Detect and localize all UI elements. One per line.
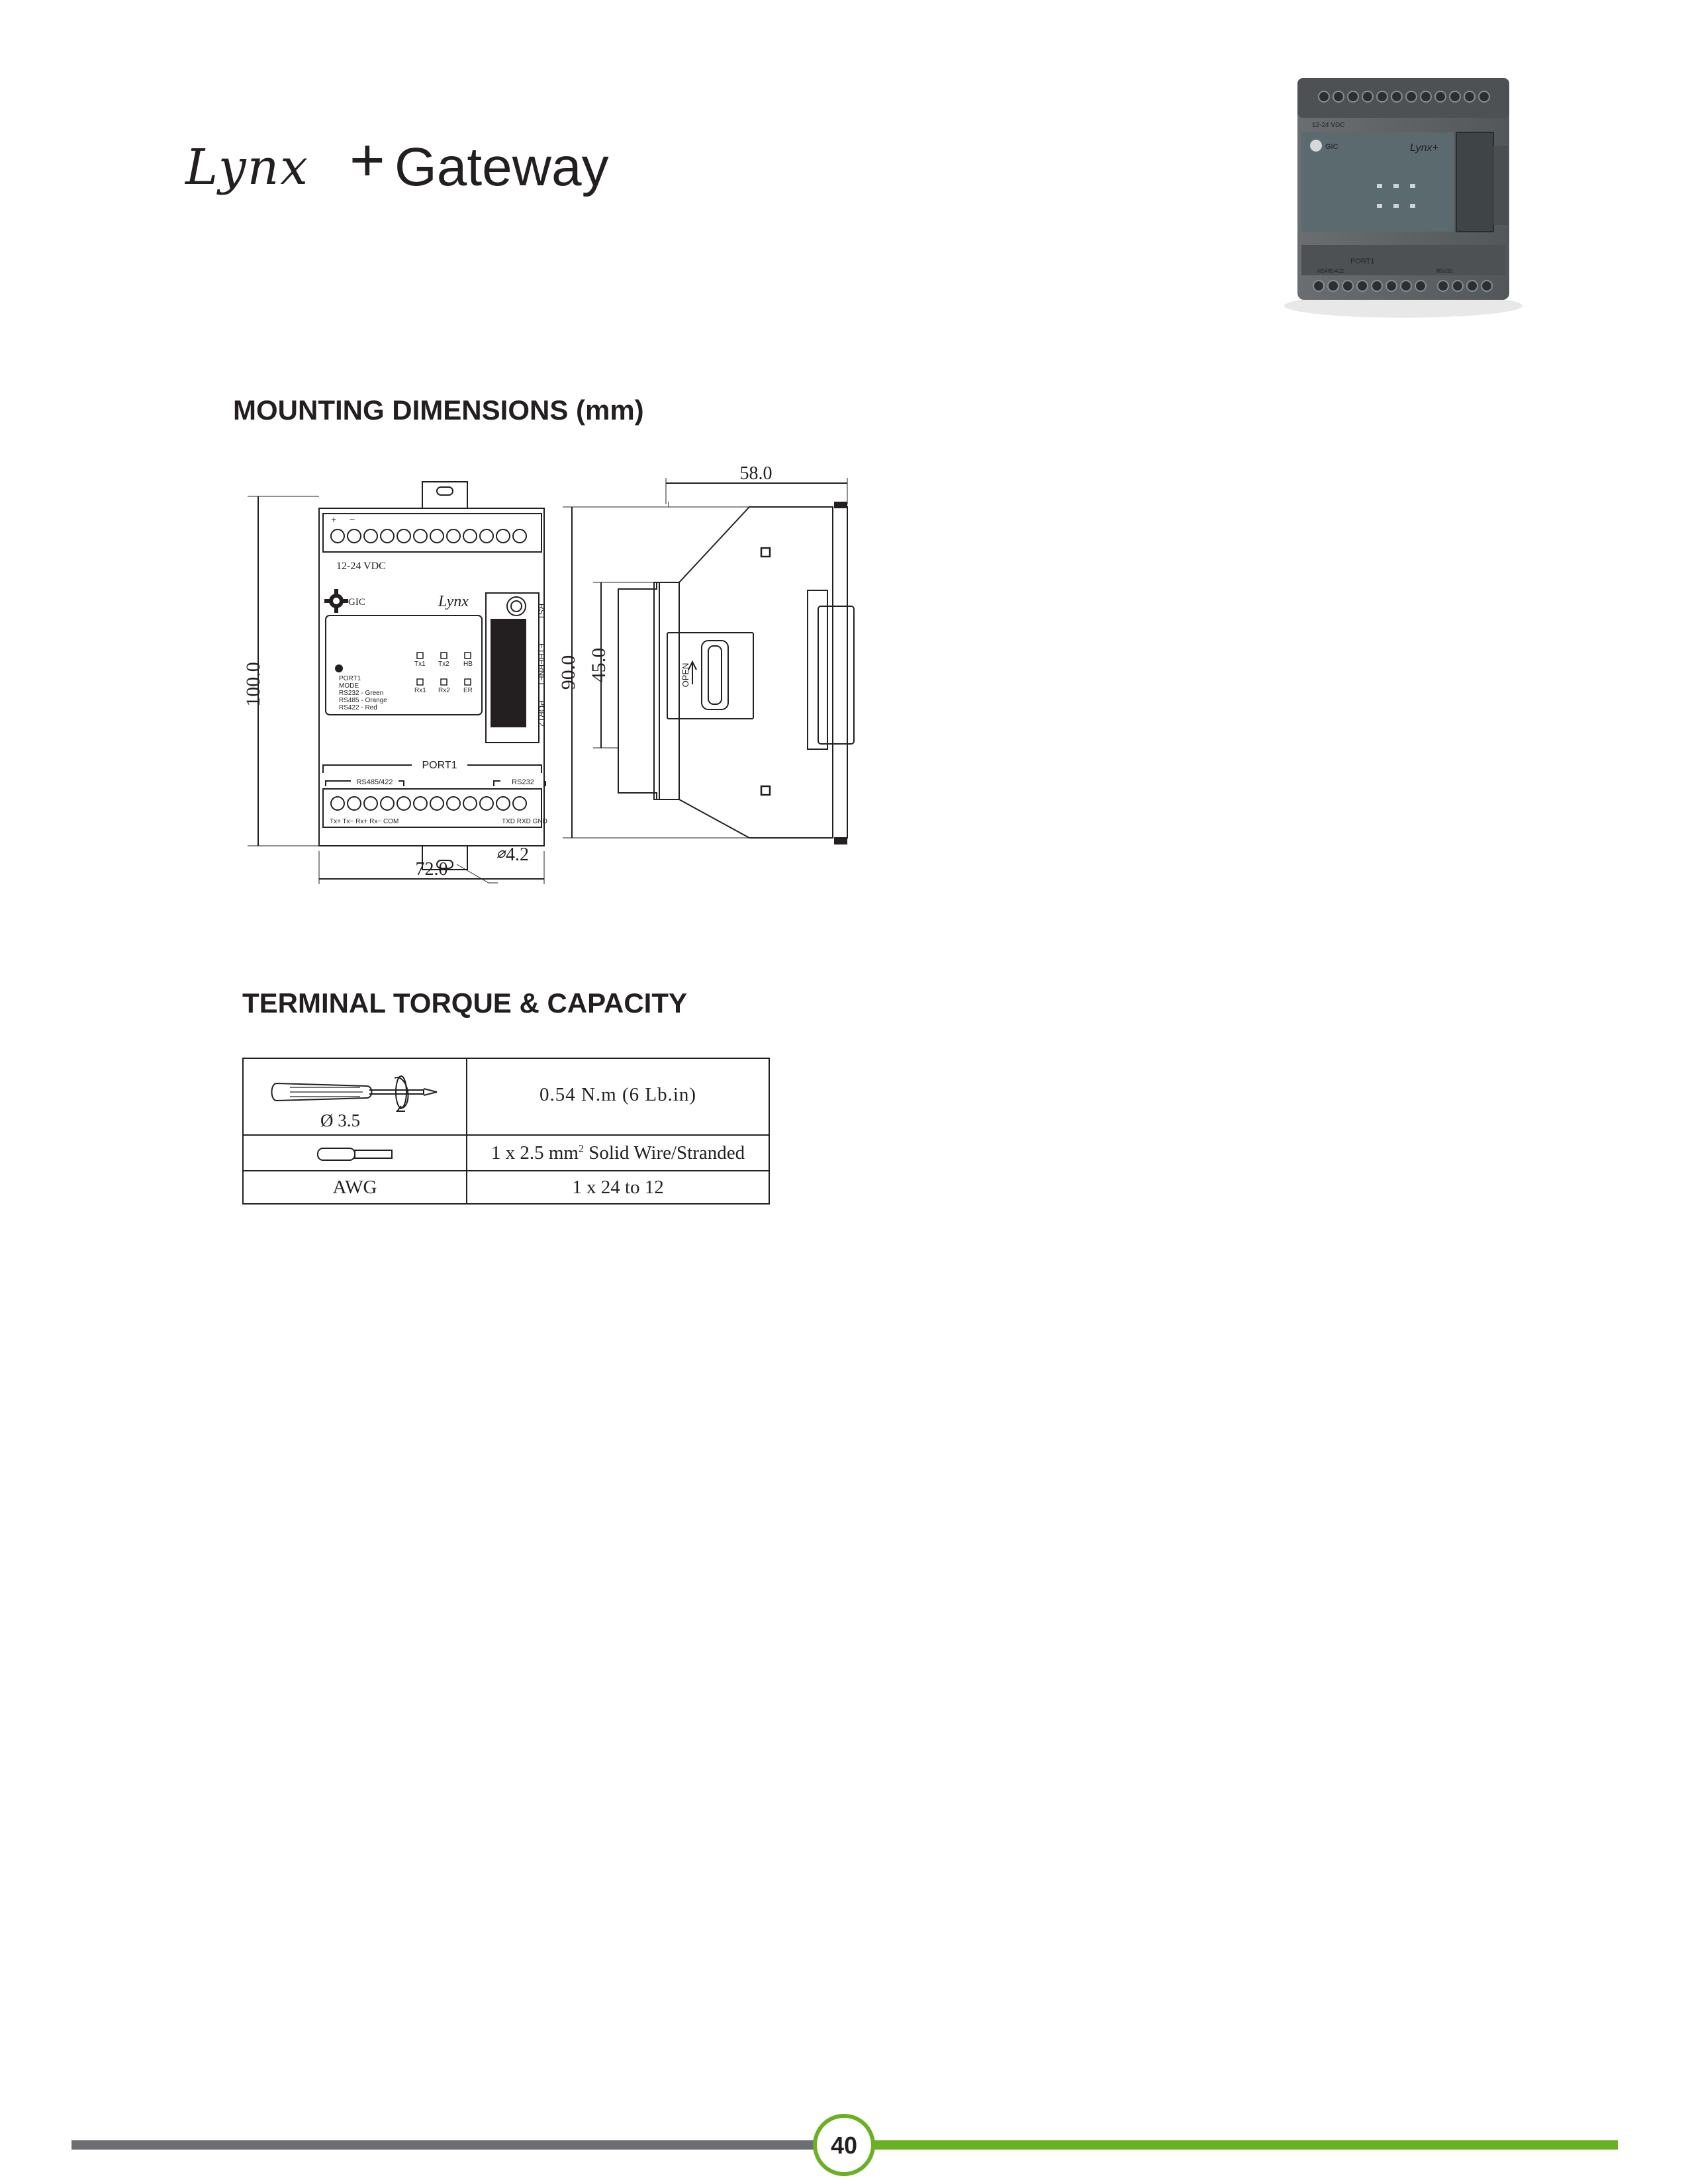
bus-left-label: RS485/422 [356, 778, 393, 786]
terminal-minus-sign: − [350, 514, 355, 525]
product-maker-label: GIC [1325, 143, 1338, 151]
port1-label: PORT1 [422, 760, 457, 771]
product-port-label: PORT1 [1350, 257, 1375, 265]
svg-text:RS422 - Red: RS422 - Red [339, 704, 377, 711]
led-hb: HB [463, 660, 473, 668]
screwdriver-diameter: Ø 3.5 [320, 1111, 360, 1130]
side-height-label: 90.0 [557, 655, 579, 690]
svg-text:RS485 - Orange: RS485 - Orange [339, 697, 387, 704]
port2-label: PORT2 [537, 700, 546, 727]
mounting-drawing [238, 463, 966, 887]
svg-text:MODE: MODE [339, 682, 359, 690]
product-bus-right: RS232 [1436, 268, 1453, 274]
bottom-terminals-right: TXD RXD GND [502, 818, 547, 825]
brand-plus-sign: + [350, 126, 385, 194]
supply-voltage-label: 12-24 VDC [336, 561, 386, 572]
footer [0, 2105, 1688, 2184]
screwdriver-cell [243, 1058, 467, 1135]
hole-diameter-label: 4.2 [506, 844, 529, 865]
front-maker-label: GIC [348, 597, 365, 608]
wire-capacity-suffix: Solid Wire/Stranded [583, 1142, 745, 1163]
gic-gear-icon [1310, 140, 1322, 152]
product-brand-label: Lynx+ [1410, 142, 1438, 154]
latch-slot [702, 641, 728, 709]
side-depth-label: 58.0 [739, 463, 773, 484]
svg-text:PORT1: PORT1 [339, 675, 361, 682]
svg-text:RS232 - Green: RS232 - Green [339, 690, 384, 697]
side-view-outline [618, 507, 854, 838]
awg-range: 1 x 24 to 12 [467, 1171, 769, 1204]
product-ethernet-port [1456, 132, 1493, 232]
product-bus-left: RS485/422 [1317, 268, 1344, 274]
front-led-boxes [417, 653, 471, 685]
mode-legend [339, 675, 387, 711]
table-row [243, 1058, 769, 1135]
wire-capacity-prefix: 1 x 2.5 mm [491, 1142, 579, 1163]
ethernet-label: ETHERNET [537, 643, 546, 686]
page-number: 40 [830, 2132, 858, 2159]
terminal-plus-sign: + [331, 514, 337, 525]
torque-value: 0.54 N.m (6 Lb.in) [467, 1058, 769, 1135]
rst-label: RST [537, 604, 546, 619]
product-photo [1278, 66, 1529, 324]
led-tx1: Tx1 [414, 660, 426, 668]
led-rx1: Rx1 [414, 687, 426, 694]
top-terminal-circles [331, 529, 526, 543]
awg-label: AWG [243, 1171, 467, 1204]
front-brand-label: Lynx [438, 593, 469, 610]
table-row [243, 1171, 769, 1204]
bus-right-label: RS232 [512, 778, 534, 786]
mode-led-icon [335, 664, 343, 672]
gic-gear-icon [324, 589, 348, 613]
torque-table [242, 1058, 770, 1205]
terminal-torque-title: TERMINAL TORQUE & CAPACITY [242, 987, 688, 1019]
reset-button-icon [507, 597, 526, 615]
brand-title: Gateway [395, 137, 609, 197]
hole-symbol: ⌀ [496, 844, 506, 861]
led-rx2: Rx2 [438, 687, 450, 694]
table-row [243, 1135, 769, 1171]
ethernet-port [491, 619, 526, 727]
led-tx2: Tx2 [438, 660, 449, 668]
brand-script-wordmark: Lynx [185, 139, 310, 196]
product-voltage-label: 12-24 VDC [1312, 122, 1345, 129]
footer-right-bar [872, 2140, 1618, 2150]
wire-capacity-sup: 2 [578, 1142, 584, 1154]
led-er: ER [463, 687, 473, 694]
front-height-label: 100.0 [242, 662, 264, 707]
bottom-terminals-left: Tx+ Tx− Rx+ Rx− COM [330, 818, 399, 825]
front-width-label: 72.0 [415, 859, 448, 880]
wire-cell [243, 1135, 467, 1171]
wire-capacity [467, 1135, 769, 1171]
footer-left-bar [71, 2140, 816, 2150]
mounting-dimensions-title: MOUNTING DIMENSIONS (mm) [233, 394, 644, 426]
latch-open-label: OPEN [680, 662, 690, 688]
bottom-terminal-circles [331, 797, 526, 810]
wire-ferrule-icon [308, 1144, 401, 1164]
side-inner-height-label: 45.0 [588, 647, 610, 683]
